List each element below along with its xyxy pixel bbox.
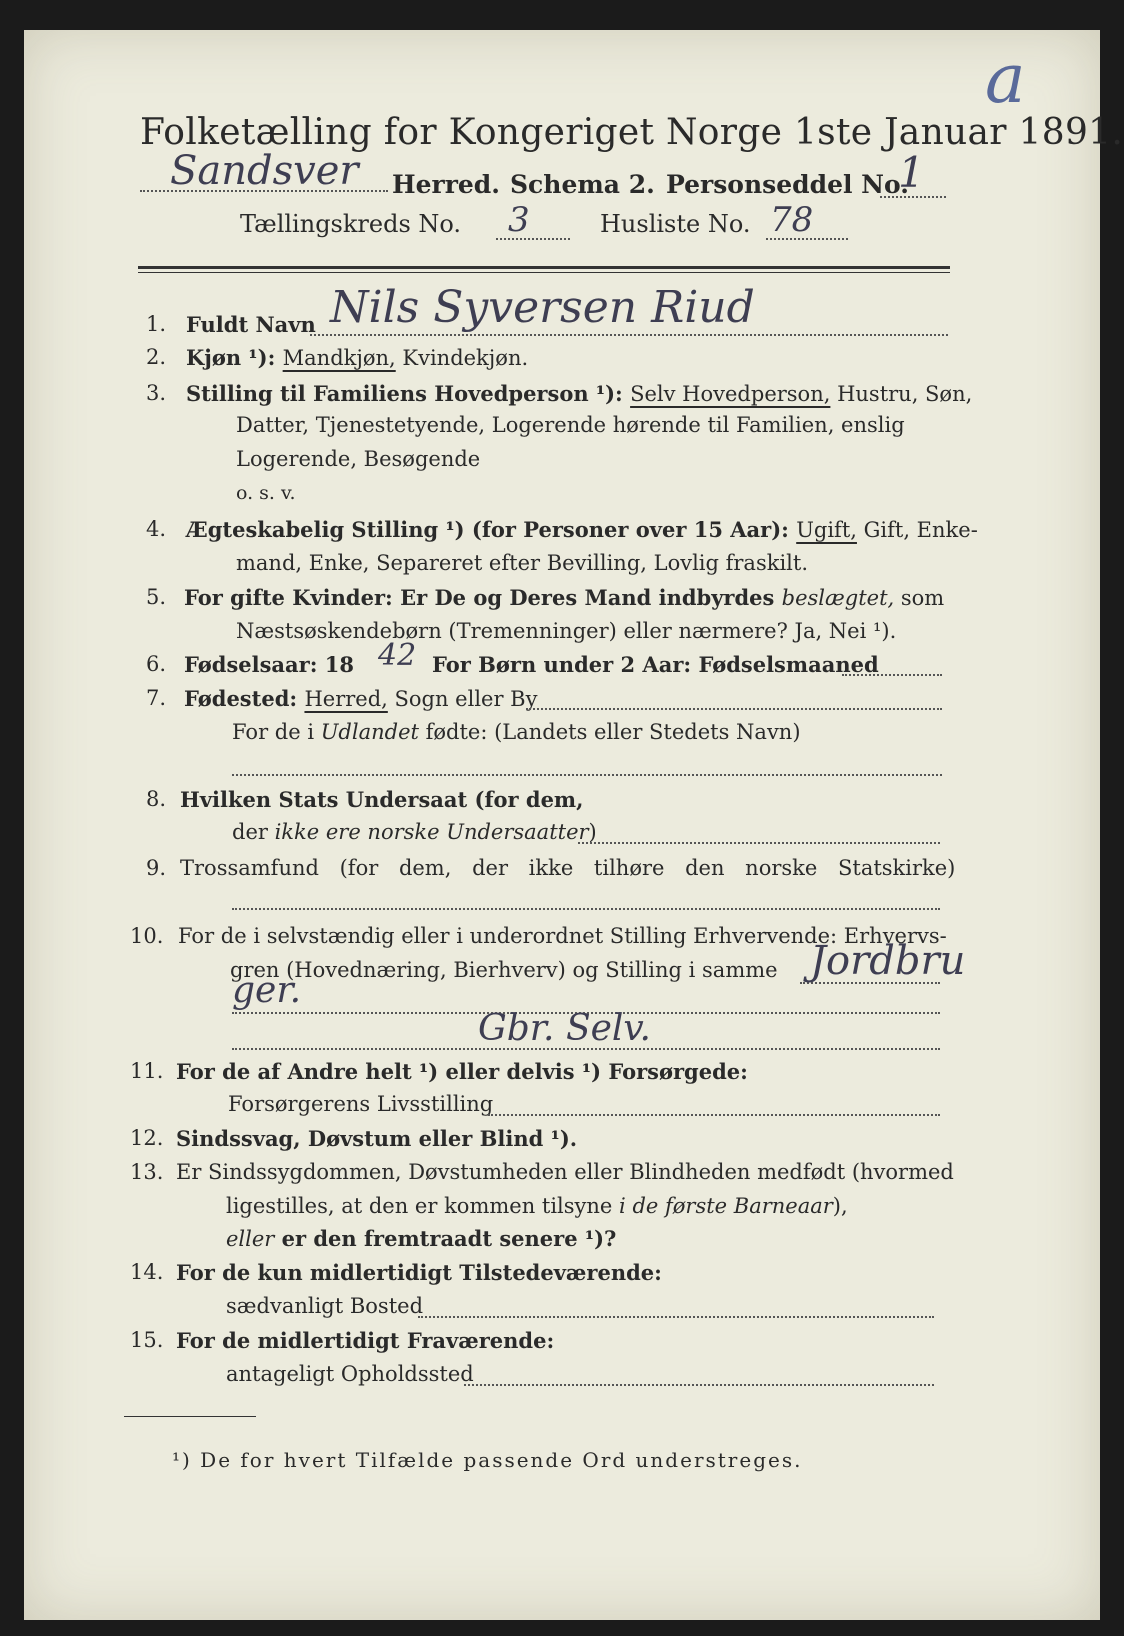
item-9-number: 9. — [146, 856, 167, 880]
item-3-line-4: o. s. v. — [236, 482, 296, 504]
item-9-question: Trossamfund (for dem, der ikke tilhøre den norske Statskirke) — [180, 856, 956, 880]
item-6-answer-year: 42 — [378, 638, 417, 673]
item-14-line — [418, 1316, 934, 1318]
item-2-question — [186, 345, 528, 370]
item-12-number: 12. — [130, 1126, 164, 1150]
item-7-label: Fødested: — [184, 686, 305, 711]
item-12-question: Sindssvag, Døvstum eller Blind ¹). — [176, 1126, 578, 1151]
item-7-selected-herred: Herred, — [304, 687, 388, 711]
item-15-question: For de midlertidigt Fraværende: — [176, 1328, 555, 1353]
item-11-question: For de af Andre helt ¹) eller delvis ¹) Forsørgede: — [176, 1059, 748, 1084]
husliste-label: Husliste No. — [600, 210, 751, 238]
item-5-number: 5. — [146, 585, 167, 609]
item-13-line-3 — [226, 1226, 616, 1251]
item-10-number: 10. — [130, 924, 164, 948]
item-11-number: 11. — [130, 1059, 164, 1083]
item-7-udlandet: Udlandet — [320, 720, 419, 744]
item-8-label: Hvilken Stats Undersaat (for dem, — [180, 787, 584, 812]
item-4-line-2: mand, Enke, Separeret efter Bevilling, Lovlig fraskilt. — [236, 551, 809, 575]
husliste-value: 78 — [770, 200, 814, 240]
item-14-line-2: sædvanligt Bosted — [226, 1294, 424, 1318]
item-1-answer-name: Nils Syversen Riud — [330, 282, 755, 333]
item-5-question — [184, 585, 944, 610]
item-2-option-kvindekjon: Kvindekjøn. — [395, 346, 529, 370]
item-6-number: 6. — [146, 652, 167, 676]
item-13-eller: eller — [226, 1227, 275, 1251]
item-7-question — [184, 686, 537, 711]
item-7-answer-line — [232, 774, 942, 776]
item-3-question — [186, 381, 972, 406]
item-4-label: Ægteskabelig Stilling ¹) (for Personer over 15 Aar): — [186, 517, 797, 542]
item-13-ligestilles: ligestilles, at den er kommen tilsyne — [226, 1194, 620, 1218]
item-3-line-2: Datter, Tjenestetyende, Logerende hørende til Familien, enslig — [236, 413, 905, 437]
item-4-question — [186, 517, 978, 542]
personseddel-label: Personseddel No. — [666, 170, 909, 199]
item-13-barneaar: i de første Barneaar — [619, 1194, 833, 1218]
item-10-answer-part-3: Gbr. Selv. — [478, 1008, 651, 1049]
schema-label: Schema 2. — [510, 170, 655, 199]
item-8-line — [578, 842, 940, 844]
item-5-som: som — [894, 586, 945, 610]
item-1-number: 1. — [146, 312, 167, 336]
item-2-label: Kjøn ¹): — [186, 345, 283, 370]
item-2-number: 2. — [146, 345, 167, 369]
item-13-line-2: ligestilles, at den er kommen tilsyne i de første Barneaar), — [226, 1194, 848, 1218]
item-14-question: For de kun midlertidigt Tilstedeværende: — [176, 1260, 662, 1285]
taellingskreds-label: Tællingskreds No. — [240, 210, 462, 238]
item-4-selected-ugift: Ugift, — [796, 518, 857, 542]
herred-label: Herred. — [392, 170, 500, 199]
item-15-number: 15. — [130, 1328, 164, 1352]
item-1-question: Fuldt Navn — [186, 312, 316, 337]
item-7-number: 7. — [146, 686, 167, 710]
item-15-line — [464, 1384, 934, 1386]
item-8-line-2: der ikke ere norske Undersaatter) — [232, 820, 597, 844]
header-rule-thin — [138, 272, 950, 273]
item-11-line — [488, 1114, 940, 1116]
item-15-line-2: antageligt Opholdssted — [226, 1362, 474, 1386]
item-10-answer-part-2: ger. — [232, 970, 302, 1011]
item-7-udlandet-suffix: fødte: (Landets eller Stedets Navn) — [418, 720, 801, 744]
item-13-senere: er den fremtraadt senere ¹)? — [274, 1226, 617, 1251]
item-3-number: 3. — [146, 381, 167, 405]
item-13-question: Er Sindssygdommen, Døvstumheden eller Blindheden medfødt (hvormed — [176, 1160, 954, 1184]
item-8-question — [180, 787, 583, 812]
item-3-selected-selv-hovedperson: Selv Hovedperson, — [630, 382, 831, 406]
header-rule-thick — [138, 266, 950, 269]
item-6-question: Fødselsaar: 18 — [184, 652, 354, 677]
item-14-number: 14. — [130, 1260, 164, 1284]
item-8-der: der — [232, 820, 275, 844]
item-10-question: For de i selvstændig eller i underordnet Stilling Erhvervende: Erhvervs- — [178, 924, 947, 948]
corner-mark: a — [985, 40, 1026, 119]
item-3-options: Hustru, Søn, — [830, 382, 973, 406]
footnote-text: ¹) De for hvert Tilfælde passende Ord understreges. — [172, 1448, 803, 1472]
item-6-line — [842, 674, 942, 676]
item-5-line-2: Næstsøskendebørn (Tremenninger) eller nærmere? Ja, Nei ¹). — [236, 619, 897, 643]
item-7-line-2 — [232, 720, 801, 744]
item-6-fodselsmaaned-label: For Børn under 2 Aar: Fødselsmaaned — [432, 652, 879, 677]
item-3-line-3: Logerende, Besøgende — [236, 447, 481, 471]
herred-value: Sandsver — [170, 148, 359, 194]
item-2-selected-mandkjon: Mandkjøn, — [282, 346, 396, 370]
item-13-number: 13. — [130, 1160, 164, 1184]
item-3-label: Stilling til Familiens Hovedperson ¹): — [186, 381, 631, 406]
item-9-line — [232, 908, 940, 910]
item-4-number: 4. — [146, 517, 167, 541]
item-7-udlandet-prefix: For de i — [232, 720, 321, 744]
item-4-options: Gift, Enke- — [856, 518, 978, 542]
item-8-number: 8. — [146, 787, 167, 811]
item-7-line — [526, 708, 942, 710]
item-10-line-2: gren (Hovednæring, Bierhverv) og Stilling i samme — [230, 958, 778, 982]
personseddel-value: 1 — [898, 148, 925, 197]
taellingskreds-value: 3 — [508, 200, 530, 240]
item-5-label: For gifte Kvinder: Er De og Deres Mand indbyrdes — [184, 585, 782, 610]
item-5-beslaegtet: beslægtet, — [781, 586, 895, 610]
item-8-undersaatter: ikke ere norske Undersaatter — [274, 820, 589, 844]
item-10-answer-part-1: Jordbru — [810, 938, 966, 984]
item-7-options: Sogn eller By — [387, 687, 538, 711]
footnote-rule — [124, 1416, 256, 1417]
form-title: Folketælling for Kongeriget Norge 1ste Januar 1891. — [140, 112, 1124, 153]
item-1-line — [310, 334, 948, 336]
item-11-line-2: Forsørgerens Livsstilling — [228, 1092, 494, 1116]
